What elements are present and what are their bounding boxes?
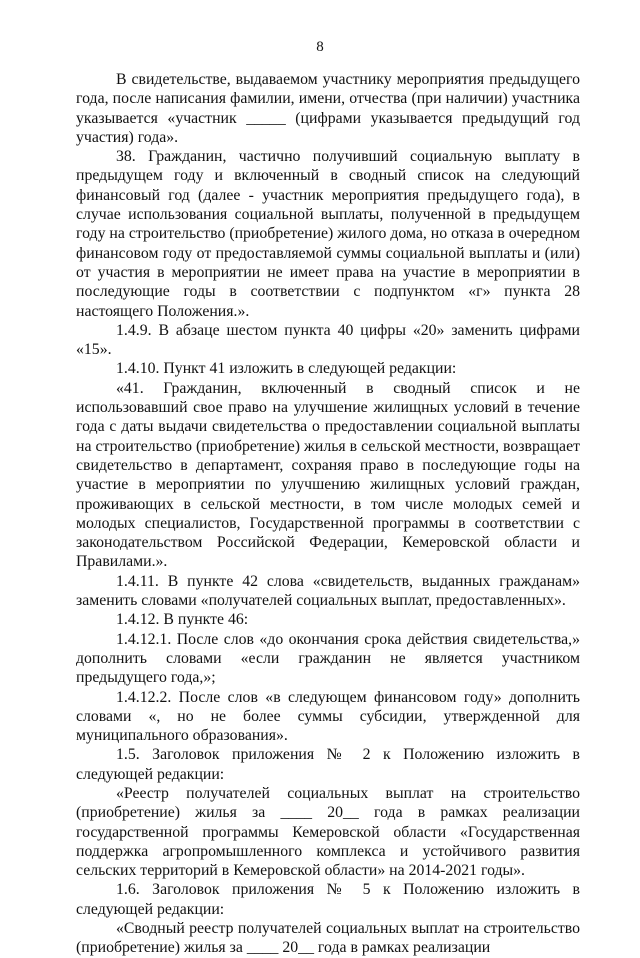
paragraph-38: 38. Гражданин, частично получивший социальную выплату в предыдущем году и включенный в сводный список на следующий финансовый год (далее - участник мероприятия предыдущего года), в случае использования социальной выплаты, полученной в предыдущем году на строительство (приобретение) жилого дома, но отказа в очередном финансовом году от предоставляемой суммы социальной выплаты и (или) от участия в мероприятии не имеет права на участие в мероприятии в последующие годы в соответствии с подпунктом «г» пункта 28 настоящего Положения.». (76, 148, 580, 320)
paragraph-1-5: 1.5. Заголовок приложения № 2 к Положению изложить в следующей редакции: (76, 746, 580, 783)
paragraph-appendix-2-title: «Реестр получателей социальных выплат на строительство (приобретение) жилья за ____ 20__ года в рамках реализации государственной программы Кемеровской области «Государственная поддержка агропромышленного комплекса и устойчивого развития сельских территорий в Кемеровской области» на 2014-2021 годы». (76, 784, 580, 880)
paragraph-41: «41. Гражданин, включенный в сводный список и не использовавший свое право на улучшение жилищных условий в течение года с даты выдачи свидетельства о предоставлении социальной выплаты на строительство (приобретение) жилья в сельской местности, возвращает свидетельство в департамент, сохраняя право в последующие годы на участие в мероприятии по улучшению жилищных условий граждан, проживающих в сельской местности, в том числе молодых семей и молодых специалистов, Государственной программы в соответствии с законодательством Российской Федерации, Кемеровской области и Правилами.». (76, 379, 580, 571)
paragraph-appendix-5-title: «Сводный реестр получателей социальных выплат на строительство (приобретение) жилья за ____ 20__ года в рамках реализации (76, 920, 580, 957)
page-number: 8 (316, 39, 324, 55)
document-body (76, 70, 580, 958)
paragraph-1-4-9: 1.4.9. В абзаце шестом пункта 40 цифры «20» заменить цифрами «15». (76, 321, 580, 359)
paragraph-1-4-12-2: 1.4.12.2. После слов «в следующем финансовом году» дополнить словами «, но не более суммы субсидии, утвержденной для муниципального образования». (76, 688, 580, 745)
paragraph-1-4-10: 1.4.10. Пункт 41 изложить в следующей редакции: (116, 360, 457, 378)
paragraph-1-4-12: 1.4.12. В пункте 46: (116, 611, 249, 629)
paragraph-1-6: 1.6. Заголовок приложения № 5 к Положению изложить в следующей редакции: (76, 881, 580, 918)
paragraph-certificate-note: В свидетельстве, выдаваемом участнику мероприятия предыдущего года, после написания фамилии, имени, отчества (при наличии) участника указывается «участник _____ (цифрами указывается предыдущий год участия) года». (76, 71, 580, 146)
paragraph-1-4-12-1: 1.4.12.1. После слов «до окончания срока действия свидетельства,» дополнить словами «если гражданин не является участником предыдущего года,»; (76, 630, 580, 687)
paragraph-1-4-11: 1.4.11. В пункте 42 слова «свидетельств, выданных гражданам» заменить словами «получателей социальных выплат, предоставленных». (76, 572, 580, 610)
